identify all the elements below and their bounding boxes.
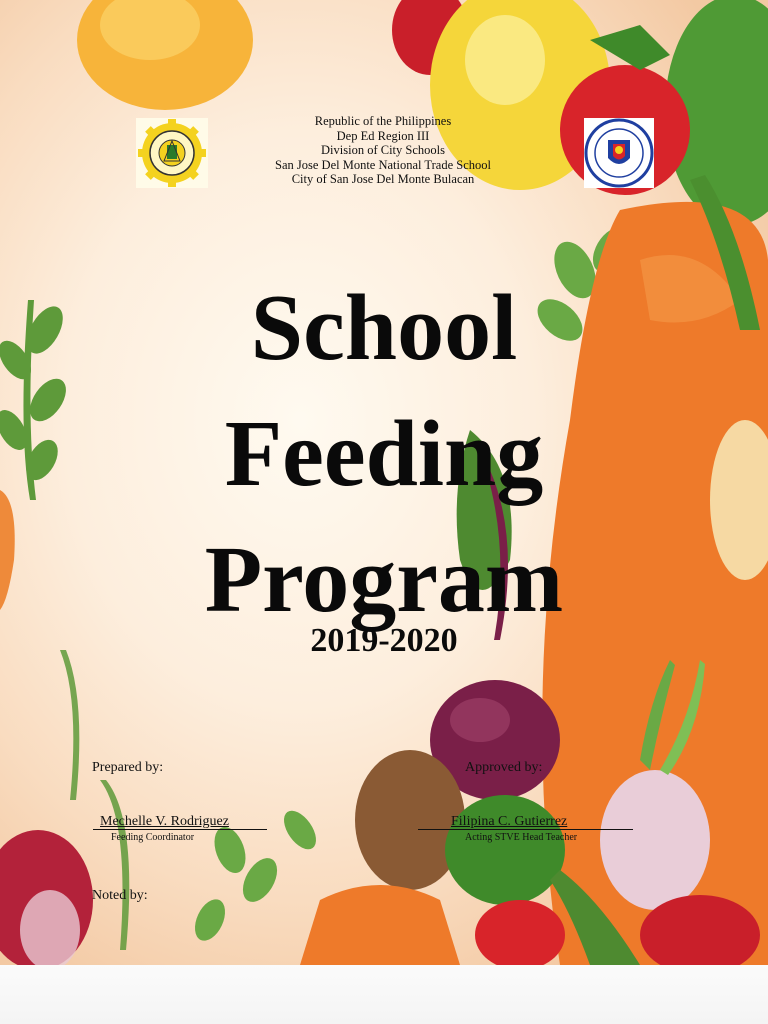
deped-seal-icon (584, 118, 654, 188)
header-line-school: San Jose Del Monte National Trade School (275, 157, 491, 172)
prepared-by-label: Prepared by: (92, 760, 164, 775)
onion-shape (600, 770, 710, 910)
header-line-city: City of San Jose Del Monte Bulacan (291, 172, 475, 186)
document-header (200, 114, 566, 187)
approved-by-label: Approved by: (465, 760, 543, 775)
noted-by-label: Noted by: (92, 888, 148, 903)
potato-shape (355, 750, 465, 890)
prepared-signature-line (93, 829, 267, 830)
header-line-country: Republic of the Philippines (314, 114, 452, 128)
school-seal-icon (136, 118, 208, 188)
approved-by-role: Acting STVE Head Teacher (465, 832, 578, 843)
herb-leaves-left (0, 300, 73, 500)
title-line-3: Program (204, 528, 564, 632)
school-year: 2019-2020 (310, 622, 458, 659)
header-line-region: Dep Ed Region III (336, 128, 430, 143)
bottom-strip (0, 965, 768, 1024)
title-line-2: Feeding (224, 402, 544, 506)
approved-by-name: Filipina C. Gutierrez (451, 814, 568, 829)
title-line-1: School (250, 276, 518, 380)
header-line-division: Division of City Schools (321, 143, 445, 157)
prepared-by-name: Mechelle V. Rodriguez (100, 814, 229, 829)
broccoli-shape (445, 795, 568, 905)
approved-signature-line (418, 829, 633, 830)
prepared-by-role: Feeding Coordinator (111, 832, 195, 843)
